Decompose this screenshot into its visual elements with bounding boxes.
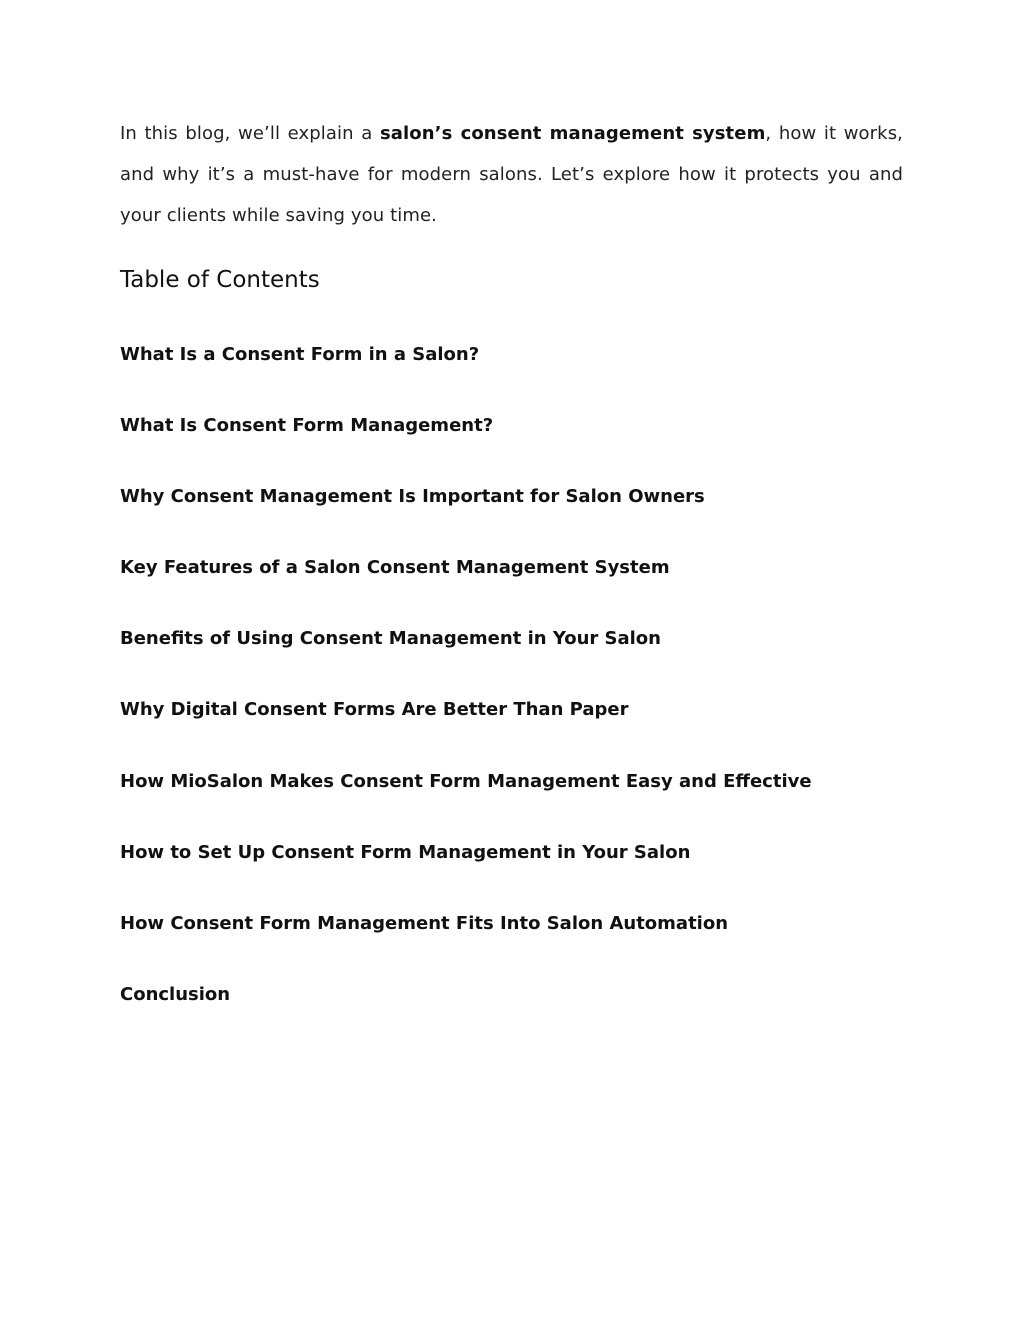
toc-item-benefits[interactable]: Benefits of Using Consent Management in Your Salon	[120, 628, 661, 650]
toc-list	[120, 341, 812, 1052]
toc-item-conclusion[interactable]: Conclusion	[120, 983, 231, 1005]
toc-item-miosalon[interactable]: How MioSalon Makes Consent Form Management Easy and Effective	[120, 770, 812, 792]
toc-item-key-features[interactable]: Key Features of a Salon Consent Management System	[120, 557, 670, 579]
toc-item-importance[interactable]: Why Consent Management Is Important for Salon Owners	[120, 486, 705, 508]
intro-text-end: , how it works, and why it’s a must-have for modern salons. Let’s explore how it protects you and your clients while saving you time.	[120, 123, 903, 226]
toc-item-consent-form[interactable]: What Is a Consent Form in a Salon?	[120, 344, 480, 365]
toc-item-setup[interactable]: How to Set Up Consent Form Management in Your Salon	[120, 841, 691, 863]
toc-item-consent-form-management[interactable]: What Is Consent Form Management?	[120, 415, 494, 437]
intro-paragraph	[120, 113, 903, 236]
toc-item-automation[interactable]: How Consent Form Management Fits Into Salon Automation	[120, 912, 729, 934]
toc-heading: Table of Contents	[120, 267, 320, 293]
intro-text-start: In this blog, we’ll explain a	[120, 123, 380, 144]
intro-bold-phrase: salon’s consent management system	[379, 123, 766, 144]
toc-item-digital-vs-paper[interactable]: Why Digital Consent Forms Are Better Than Paper	[120, 699, 629, 721]
